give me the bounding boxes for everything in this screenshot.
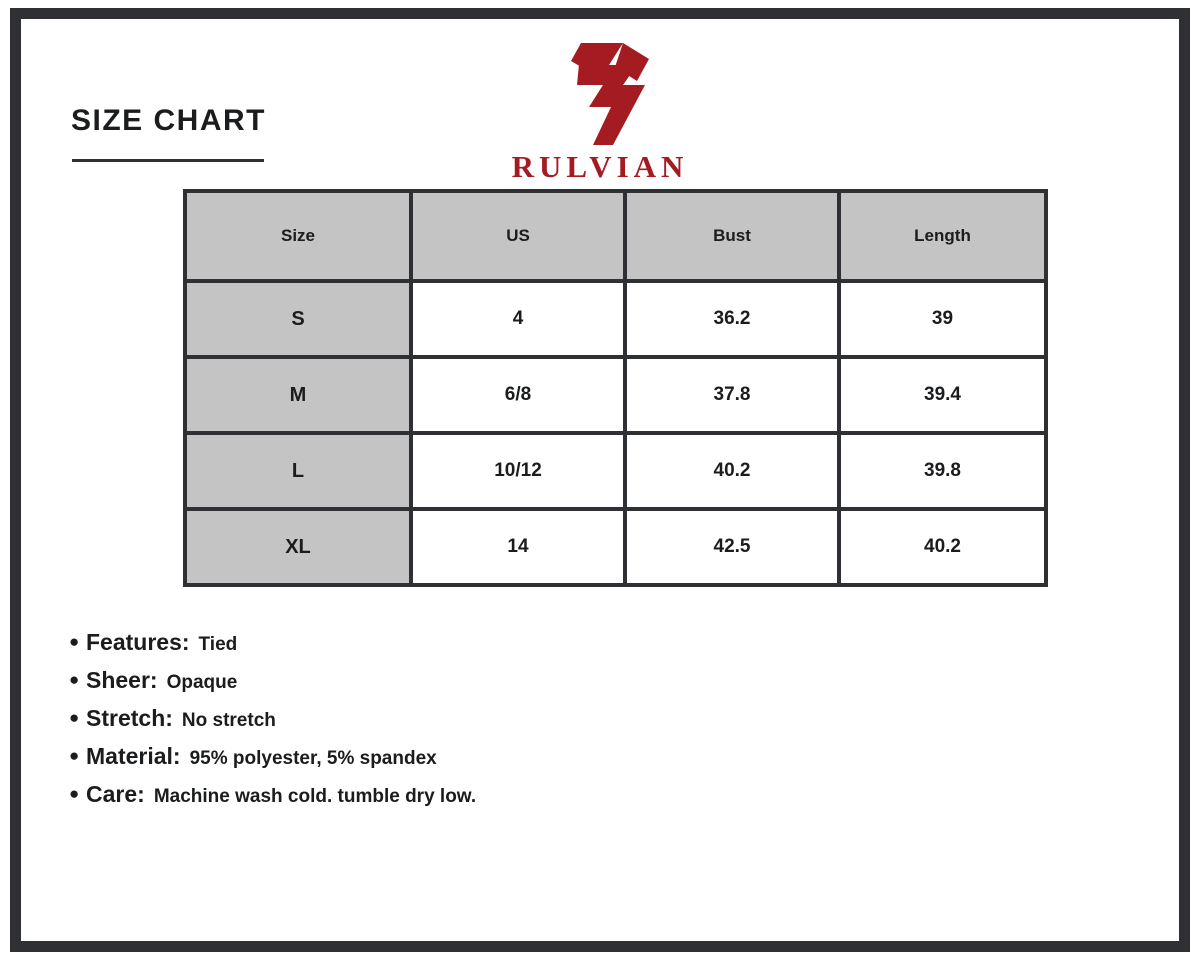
list-item: [69, 781, 1069, 808]
cell-length: 39.4: [841, 359, 1044, 431]
cell-length: 40.2: [841, 511, 1044, 583]
table-header-row: [187, 193, 1044, 279]
cell-size: L: [187, 435, 409, 507]
detail-label: Care:: [86, 781, 145, 807]
cell-size: XL: [187, 511, 409, 583]
detail-label: Material:: [86, 743, 181, 769]
cell-us: 6/8: [413, 359, 623, 431]
detail-label: Sheer:: [86, 667, 158, 693]
column-header-size: Size: [187, 193, 409, 279]
cell-us: 4: [413, 283, 623, 355]
product-details-list: [69, 629, 1069, 819]
list-item: [69, 743, 1069, 770]
cell-size: M: [187, 359, 409, 431]
column-header-length: Length: [841, 193, 1044, 279]
table-row: [187, 283, 1044, 355]
bullet-icon: ●: [69, 746, 80, 765]
bullet-icon: ●: [69, 670, 80, 689]
brand-name: RULVIAN: [511, 149, 689, 184]
table-row: [187, 359, 1044, 431]
size-table: [183, 189, 1048, 587]
table-row: [187, 435, 1044, 507]
detail-value: Opaque: [166, 672, 238, 693]
cell-bust: 42.5: [627, 511, 837, 583]
list-item: [69, 667, 1069, 694]
list-item: [69, 629, 1069, 656]
detail-value: Tied: [198, 634, 238, 655]
rulvian-r-logo-icon: [537, 41, 663, 147]
cell-bust: 36.2: [627, 283, 837, 355]
bullet-icon: ●: [69, 632, 80, 651]
detail-label: Stretch:: [86, 705, 173, 731]
cell-us: 10/12: [413, 435, 623, 507]
size-table-container: [183, 189, 1028, 587]
detail-value: Machine wash cold. tumble dry low.: [153, 786, 477, 807]
list-item: [69, 705, 1069, 732]
column-header-us: US: [413, 193, 623, 279]
table-row: [187, 511, 1044, 583]
cell-bust: 37.8: [627, 359, 837, 431]
detail-label: Features:: [86, 629, 190, 655]
document-header: [21, 19, 1179, 189]
detail-value: 95% polyester, 5% spandex: [189, 748, 437, 769]
cell-size: S: [187, 283, 409, 355]
bullet-icon: ●: [69, 708, 80, 727]
cell-length: 39: [841, 283, 1044, 355]
page-title: SIZE CHART: [71, 104, 266, 137]
cell-length: 39.8: [841, 435, 1044, 507]
cell-us: 14: [413, 511, 623, 583]
page-border-frame: [10, 8, 1190, 952]
cell-bust: 40.2: [627, 435, 837, 507]
column-header-bust: Bust: [627, 193, 837, 279]
detail-value: No stretch: [181, 710, 276, 731]
bullet-icon: ●: [69, 784, 80, 803]
title-underline: [72, 159, 264, 162]
